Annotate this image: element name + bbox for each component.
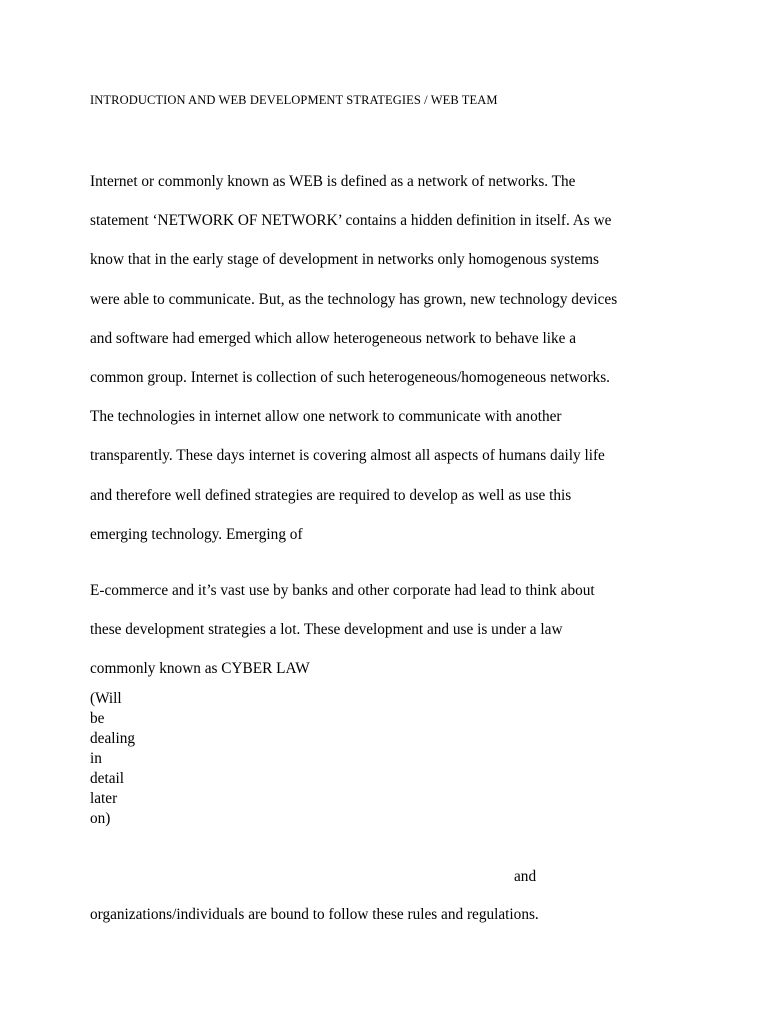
conjunction-text: and xyxy=(514,868,537,885)
note-line: be xyxy=(90,710,105,727)
paragraph-line: commonly known as CYBER LAW xyxy=(90,660,310,678)
paragraph-line: and software had emerged which allow heterogeneous network to behave like a xyxy=(90,329,577,347)
paragraph-intro xyxy=(90,162,617,554)
note-line: detail xyxy=(90,770,124,787)
paragraph-line: were able to communicate. But, as the technology has grown, new technology devices xyxy=(90,290,618,308)
note-line: dealing xyxy=(90,730,136,747)
note-line: on) xyxy=(90,810,111,827)
paragraph-line: transparently. These days internet is covering almost all aspects of humans daily life xyxy=(90,447,605,465)
note-line: in xyxy=(90,750,102,767)
paragraph-line: E-commerce and it’s vast use by banks and other corporate had lead to think about xyxy=(90,582,595,599)
note-line: later xyxy=(90,790,118,807)
paragraph-regulations: organizations/individuals are bound to follow these rules and regulations. xyxy=(90,906,539,923)
paragraph-line: Internet or commonly known as WEB is defined as a network of networks. The xyxy=(90,173,576,190)
paragraph-line: The technologies in internet allow one network to communicate with another xyxy=(90,408,562,426)
paragraph-line: and therefore well defined strategies are required to develop as well as use this xyxy=(90,486,572,504)
document-heading: INTRODUCTION AND WEB DEVELOPMENT STRATEGIES / WEB TEAM xyxy=(90,93,498,107)
paragraph-line: common group. Internet is collection of such heterogeneous/homogeneous networks. xyxy=(90,369,610,387)
paragraph-line: know that in the early stage of development in networks only homogenous systems xyxy=(90,251,599,269)
paragraph-line: these development strategies a lot. These development and use is under a law xyxy=(90,621,563,639)
paragraph-line: statement ‘NETWORK OF NETWORK’ contains a hidden definition in itself. As we xyxy=(90,212,612,230)
cyber-law-note xyxy=(90,689,135,829)
paragraph-ecommerce xyxy=(90,571,595,689)
paragraph-line: emerging technology. Emerging of xyxy=(90,525,303,543)
note-line: (Will xyxy=(90,690,122,707)
